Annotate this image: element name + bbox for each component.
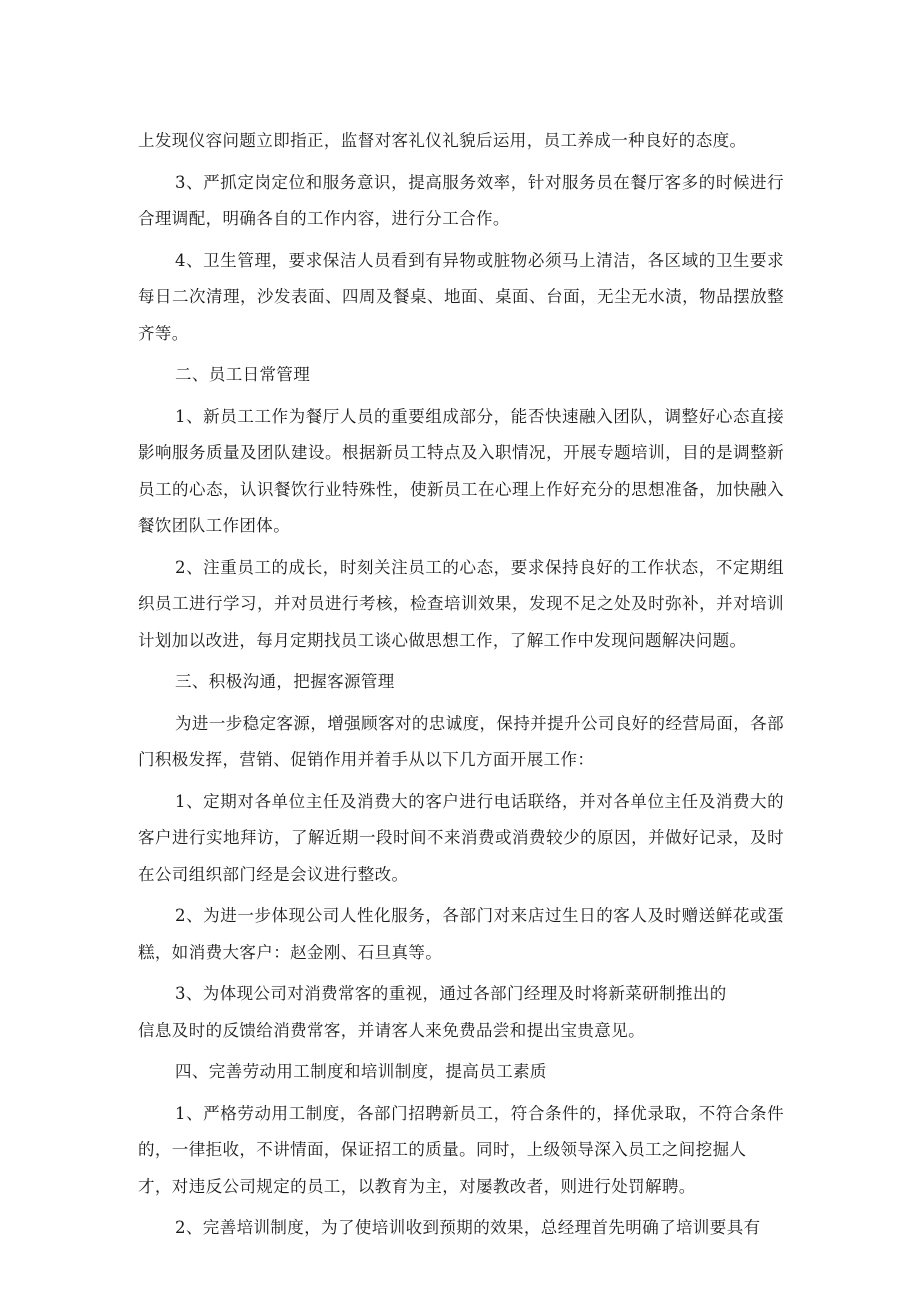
paragraph-customer-contact: 1、定期对各单位主任及消费大的客户进行电话联络，并对各单位主任及消费大的客户进行实地拜访，了解近期一段时间不来消费或消费较少的原因，并做好记录，及时在公司组织部门经是会议进行整改。 bbox=[138, 791, 784, 884]
section-heading-3: 三、积极沟通，把握客源管理 bbox=[175, 672, 395, 691]
paragraph-staff-growth: 2、注重员工的成长，时刻关注员工的心态，要求保持良好的工作状态，不定期组织员工进行学习，并对员进行考核，检查培训效果，发现不足之处及时弥补，并对培训计划加以改进，每月定期找员工谈心做思想工作，了解工作中发现问题解决问题。 bbox=[138, 557, 784, 650]
paragraph-item-4-hygiene: 4、卫生管理，要求保洁人员看到有异物或脏物必须马上清洁，各区域的卫生要求每日二次清理，沙发表面、四周及餐桌、地面、桌面、台面，无尘无水渍，物品摆放整齐等。 bbox=[138, 250, 784, 343]
document-body bbox=[138, 123, 784, 1252]
paragraph-customer-intro: 为进一步稳定客源，增强顾客对的忠诚度，保持并提升公司良好的经营局面，各部门积极发挥，营销、促销作用并着手从以下几方面开展工作： bbox=[138, 713, 784, 769]
paragraph-birthday-service: 2、为进一步体现公司人性化服务，各部门对来店过生日的客人及时赠送鲜花或蛋糕，如消费大客户：赵金刚、石旦真等。 bbox=[138, 906, 784, 962]
paragraph-continued: 上发现仪容问题立即指正，监督对客礼仪礼貌后运用，员工养成一种良好的态度。 bbox=[138, 131, 747, 150]
paragraph-regular-customers: 3、为体现公司对消费常客的重视，通过各部门经理及时将新菜研制推出的 信息及时的反馈给消费常客，并请客人来免费品尝和提出宝贵意见。 bbox=[138, 984, 727, 1040]
paragraph-training-system: 2、完善培训制度，为了使培训收到预期的效果，总经理首先明确了培训要具有 bbox=[175, 1218, 761, 1237]
section-heading-4: 四、完善劳动用工制度和培训制度，提高员工素质 bbox=[175, 1062, 547, 1081]
paragraph-new-staff: 1、新员工工作为餐厅人员的重要组成部分，能否快速融入团队，调整好心态直接影响服务质量及团队建设。根据新员工特点及入职情况，开展专题培训，目的是调整新员工的心态，认识餐饮行业特殊性，使新员工在心理上作好充分的思想准备，加快融入餐饮团队工作团体。 bbox=[138, 406, 784, 535]
section-heading-2: 二、员工日常管理 bbox=[175, 365, 311, 384]
paragraph-item-3-post-service: 3、严抓定岗定位和服务意识，提高服务效率，针对服务员在餐厅客多的时候进行合理调配，明确各自的工作内容，进行分工合作。 bbox=[138, 172, 784, 228]
paragraph-labor-system: 1、严格劳动用工制度，各部门招聘新员工，符合条件的，择优录取，不符合条件的，一律拒收，不讲情面，保证招工的质量。同时，上级领导深入员工之间挖掘人 才，对违反公司规定的员工，以教育为主，对屡教改者，则进行处罚解聘。 bbox=[138, 1103, 784, 1196]
